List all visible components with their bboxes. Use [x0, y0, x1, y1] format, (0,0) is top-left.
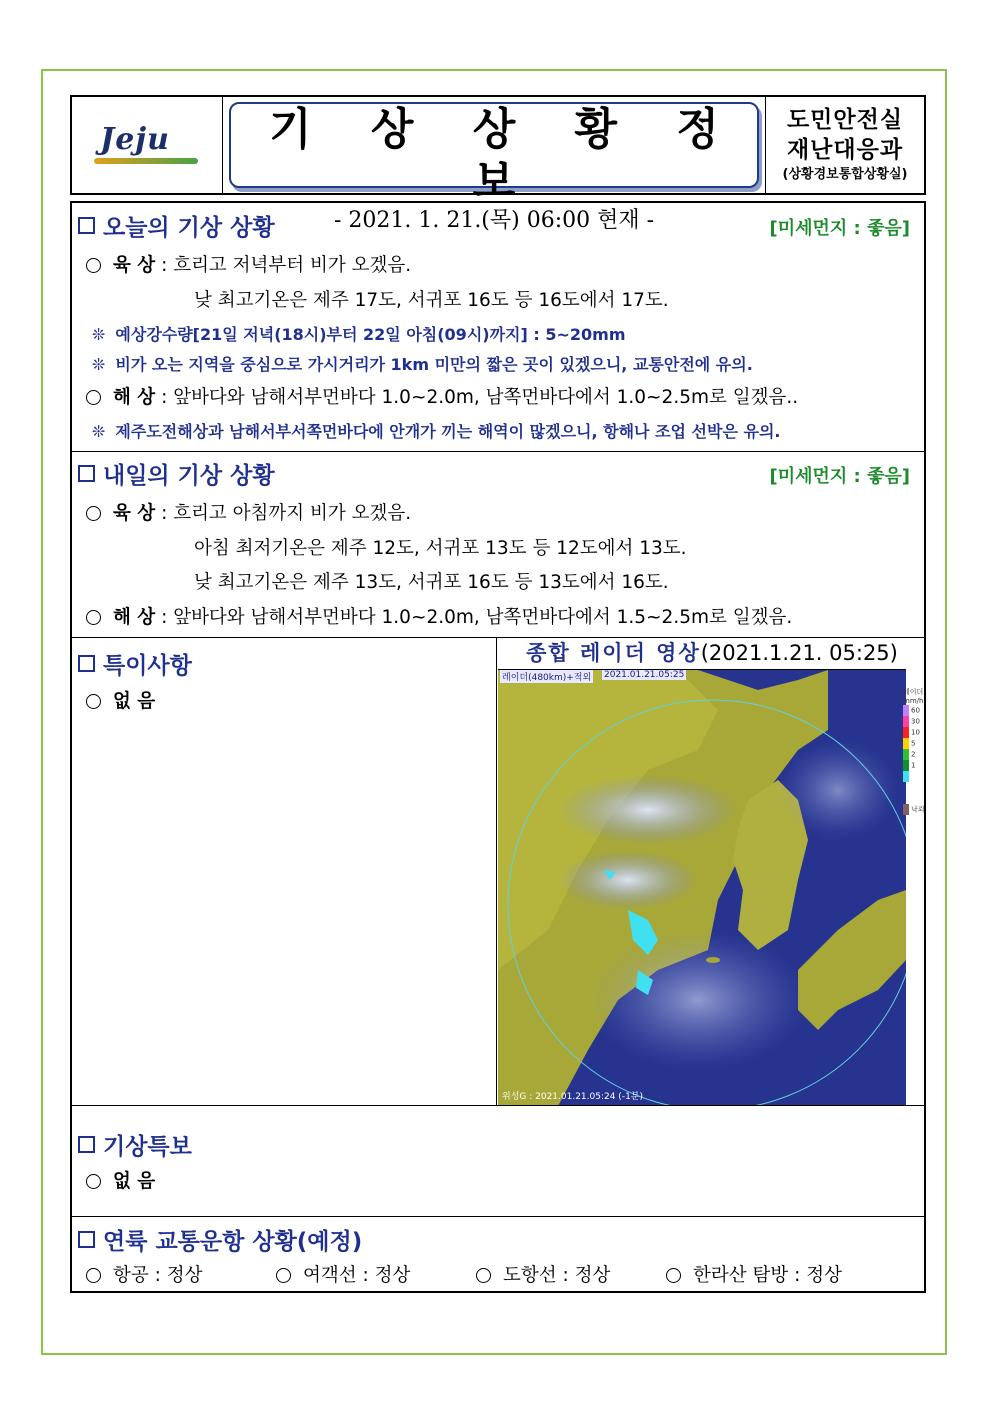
- traffic-item-text: 도항선 : 정상: [503, 1265, 611, 1286]
- traffic-item-ferry: [276, 1261, 410, 1287]
- legend-value: 30: [911, 717, 920, 726]
- circle-bullet-icon: [86, 610, 101, 625]
- legend-lightning: [903, 804, 927, 815]
- checkbox-square-icon: [78, 217, 95, 234]
- circle-bullet-icon: [86, 390, 101, 405]
- tomorrow-section-title: [78, 457, 275, 490]
- title-cell: [223, 97, 766, 233]
- traffic-section-title: [78, 1223, 362, 1256]
- circle-bullet-icon: [476, 1268, 491, 1283]
- legend-value: 10: [911, 728, 920, 737]
- tomorrow-sea-label: 해 상: [113, 607, 156, 628]
- divider: [72, 1216, 924, 1217]
- today-sea-line: [86, 383, 798, 409]
- circle-bullet-icon: [86, 1174, 101, 1189]
- today-note-visibility-text: 비가 오는 지역을 중심으로 가시거리가 1km 미만의 짧은 곳이 있겠으니, 교통안전에 유의.: [115, 355, 753, 374]
- legend-rows: [903, 705, 927, 782]
- legend-swatch: [903, 804, 909, 815]
- circle-bullet-icon: [86, 694, 101, 709]
- radar-title: [497, 637, 927, 669]
- today-note-rainfall: [92, 322, 626, 345]
- legend-swatch: [903, 738, 909, 749]
- radar-title-text: 종합 레이더 영상: [526, 641, 701, 665]
- special-item: [86, 687, 155, 713]
- checkbox-square-icon: [78, 655, 95, 672]
- dept-name: 도민안전실: [786, 107, 904, 133]
- dept-division: 재난대응과: [786, 137, 904, 163]
- warning-item-text: 없 음: [113, 1171, 156, 1192]
- radar-map-graphic: [498, 670, 906, 1106]
- today-land-text: : 흐리고 저녁부터 비가 오겠음.: [161, 255, 412, 276]
- circle-bullet-icon: [666, 1268, 681, 1283]
- warning-item: [86, 1167, 155, 1193]
- radar-panel: [496, 637, 927, 1105]
- legend-value: 5: [911, 739, 916, 748]
- logo-cell: [72, 97, 223, 193]
- tomorrow-sea-line: [86, 603, 792, 629]
- asterisk-icon: ❊: [92, 355, 106, 374]
- legend-swatch: [903, 727, 909, 738]
- traffic-item-air: [86, 1261, 202, 1287]
- checkbox-square-icon: [78, 1231, 95, 1248]
- special-title-text: 특이사항: [103, 653, 192, 679]
- legend-lightning-text: 낙뢰: [911, 805, 925, 814]
- main-content: [70, 201, 926, 1293]
- special-section-title: [78, 647, 192, 680]
- legend-row: [903, 727, 927, 738]
- legend-row: [903, 749, 927, 760]
- divider: [72, 1105, 924, 1106]
- doc-title: 기 상 상 황 정 보: [269, 104, 741, 207]
- logo-swoosh: [94, 158, 198, 164]
- radar-source-label: 레이더(480km)+적외: [500, 670, 593, 683]
- legend-swatch: [903, 749, 909, 760]
- legend-swatch: [903, 716, 909, 727]
- asterisk-icon: ❊: [92, 422, 106, 441]
- today-note-fog: [92, 419, 780, 442]
- traffic-item-text: 여객선 : 정상: [303, 1265, 411, 1286]
- today-section-title: [78, 209, 275, 242]
- today-title-text: 오늘의 기상 상황: [103, 215, 275, 241]
- warning-section-title: [78, 1128, 192, 1161]
- tomorrow-land-text: : 흐리고 아침까지 비가 오겠음.: [161, 503, 412, 524]
- circle-bullet-icon: [86, 258, 101, 273]
- title-box: [229, 102, 759, 233]
- doc-date: - 2021. 1. 21.(목) 06:00 현재 -: [333, 208, 655, 233]
- department-cell: [766, 97, 924, 193]
- today-land-label: 육 상: [113, 255, 156, 276]
- legend-swatch: [903, 760, 909, 771]
- circle-bullet-icon: [86, 1268, 101, 1283]
- today-note-visibility: [92, 352, 753, 375]
- traffic-item-text: 한라산 탐방 : 정상: [693, 1265, 842, 1286]
- circle-bullet-icon: [276, 1268, 291, 1283]
- circle-bullet-icon: [86, 506, 101, 521]
- dept-office: (상황경보통합상황실): [782, 167, 908, 182]
- tomorrow-land-line: [86, 499, 411, 525]
- tomorrow-land-line3: 낮 최고기온은 제주 13도, 서귀포 16도 등 13도에서 16도.: [194, 572, 669, 593]
- tomorrow-sea-text: : 앞바다와 남해서부먼바다 1.0~2.0m, 남쪽먼바다에서 1.5~2.5m로 일겠음.: [161, 607, 793, 628]
- traffic-item-text: 항공 : 정상: [113, 1265, 203, 1286]
- legend-row: [903, 760, 927, 771]
- traffic-item-island-ferry: [476, 1261, 610, 1287]
- checkbox-square-icon: [78, 1136, 95, 1153]
- legend-row: [903, 716, 927, 727]
- legend-unit: mm/h: [903, 697, 924, 705]
- tomorrow-land-line2: 아침 최저기온은 제주 12도, 서귀포 13도 등 12도에서 13도.: [194, 538, 687, 559]
- checkbox-square-icon: [78, 465, 95, 482]
- satellite-label: 위성G : 2021.01.21.05:24 (-1분): [502, 1092, 643, 1102]
- legend-row: [903, 738, 927, 749]
- radar-image[interactable]: [498, 669, 906, 1106]
- legend-row: [903, 705, 927, 716]
- logo-text: Jeju: [100, 122, 170, 157]
- radar-legend: [903, 687, 927, 815]
- legend-value: 60: [911, 706, 920, 715]
- tomorrow-title-text: 내일의 기상 상황: [103, 463, 275, 489]
- tomorrow-land-label: 육 상: [113, 503, 156, 524]
- divider: [72, 451, 924, 452]
- today-sea-text: : 앞바다와 남해서부먼바다 1.0~2.0m, 남쪽먼바다에서 1.0~2.5m로 일겠음..: [161, 387, 799, 408]
- legend-value: 1: [911, 761, 916, 770]
- legend-swatch: [903, 705, 909, 716]
- warning-title-text: 기상특보: [103, 1134, 192, 1160]
- special-item-text: 없 음: [113, 691, 156, 712]
- asterisk-icon: ❊: [92, 325, 106, 344]
- traffic-item-hallasan: [666, 1261, 842, 1287]
- today-land-line2: 낮 최고기온은 제주 17도, 서귀포 16도 등 16도에서 17도.: [194, 290, 669, 311]
- radar-image-time: 2021.01.21.05:25: [604, 670, 685, 680]
- legend-value: 2: [911, 750, 916, 759]
- legend-title: 레이더: [903, 688, 924, 696]
- today-sea-label: 해 상: [113, 387, 156, 408]
- today-note-rainfall-text: 예상강수량[21일 저녁(18시)부터 22일 아침(09시)까지] : 5~20mm: [115, 325, 626, 344]
- jeju-logo: [92, 120, 202, 170]
- today-dust: [미세먼지 : 좋음]: [769, 218, 910, 239]
- legend-swatch: [903, 771, 909, 782]
- today-note-fog-text: 제주도전해상과 남해서부서쪽먼바다에 안개가 끼는 해역이 많겠으니, 항해나 조업 선박은 유의.: [115, 422, 781, 441]
- radar-time: (2021.1.21. 05:25): [700, 641, 898, 665]
- traffic-title-text: 연륙 교통운항 상황(예정): [103, 1229, 363, 1255]
- legend-row: [903, 771, 927, 782]
- tomorrow-dust: [미세먼지 : 좋음]: [769, 466, 910, 487]
- today-land-line: [86, 251, 411, 277]
